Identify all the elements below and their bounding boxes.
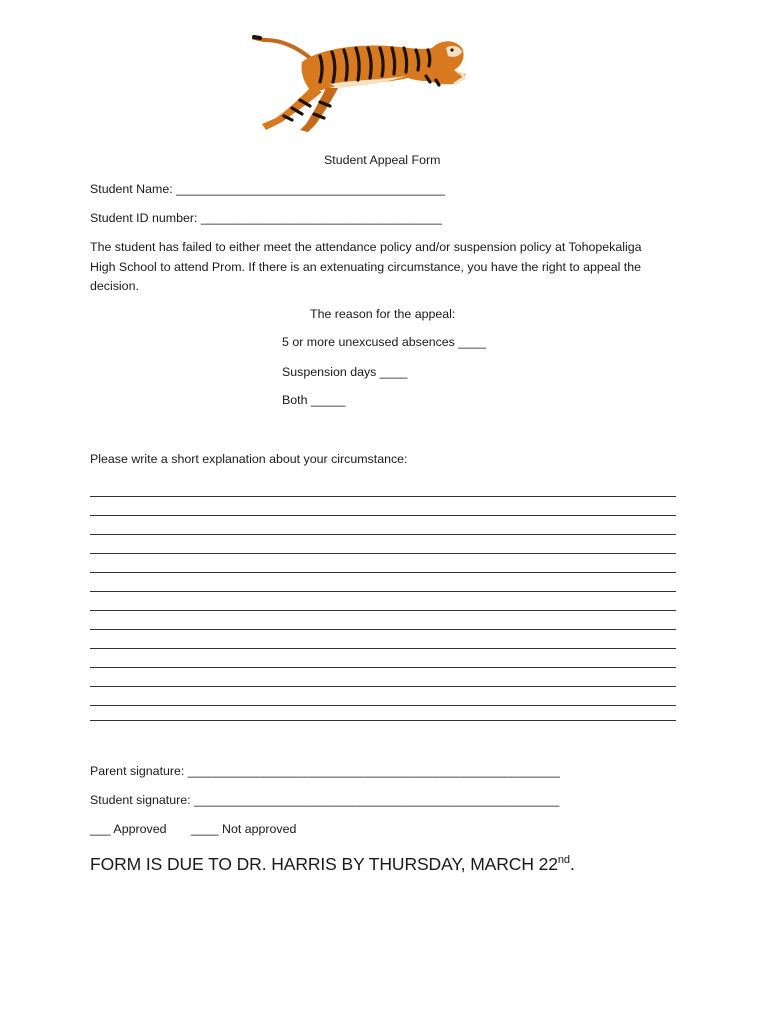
form-title: Student Appeal Form xyxy=(324,153,441,167)
explanation-line[interactable] xyxy=(90,553,676,554)
due-notice-end: . xyxy=(569,854,575,874)
due-notice-suffix: nd xyxy=(557,854,570,866)
due-notice-text: FORM IS DUE TO DR. HARRIS BY THURSDAY, MARCH 22 xyxy=(90,854,558,874)
notice-line: decision. xyxy=(90,279,139,293)
parent-signature-field[interactable]: Parent signature: ______________________________________________________ xyxy=(90,764,560,778)
explanation-line[interactable] xyxy=(90,667,676,668)
student-name-field[interactable]: Student Name: _______________________________________ xyxy=(90,182,445,196)
reason-option-both[interactable]: Both _____ xyxy=(282,393,346,407)
explanation-line[interactable] xyxy=(90,686,676,687)
explanation-line[interactable] xyxy=(90,720,676,721)
reason-option-absences[interactable]: 5 or more unexcused absences ____ xyxy=(282,335,486,349)
notice-line: The student has failed to either meet the attendance policy and/or suspension policy at Tohopekaliga xyxy=(90,240,642,254)
student-signature-field[interactable]: Student signature: _____________________________________________________ xyxy=(90,793,560,807)
explanation-line[interactable] xyxy=(90,534,676,535)
explanation-line[interactable] xyxy=(90,496,676,497)
not-approved-option[interactable]: ____ Not approved xyxy=(191,822,297,836)
explanation-line[interactable] xyxy=(90,591,676,592)
explanation-line[interactable] xyxy=(90,572,676,573)
explanation-line[interactable] xyxy=(90,515,676,516)
student-id-field[interactable]: Student ID number: ___________________________________ xyxy=(90,211,443,225)
policy-notice xyxy=(90,238,680,297)
explanation-line[interactable] xyxy=(90,629,676,630)
explanation-line[interactable] xyxy=(90,648,676,649)
reason-heading: The reason for the appeal: xyxy=(310,307,456,321)
notice-line: High School to attend Prom. If there is an extenuating circumstance, you have the right to appeal the xyxy=(90,259,642,274)
reason-option-suspension[interactable]: Suspension days ____ xyxy=(282,365,408,379)
explanation-prompt: Please write a short explanation about your circumstance: xyxy=(90,452,408,466)
approved-option[interactable]: ___ Approved xyxy=(90,822,167,836)
tiger-logo xyxy=(240,26,472,134)
explanation-line[interactable] xyxy=(90,705,676,706)
explanation-line[interactable] xyxy=(90,610,676,611)
due-date-notice xyxy=(90,854,575,874)
